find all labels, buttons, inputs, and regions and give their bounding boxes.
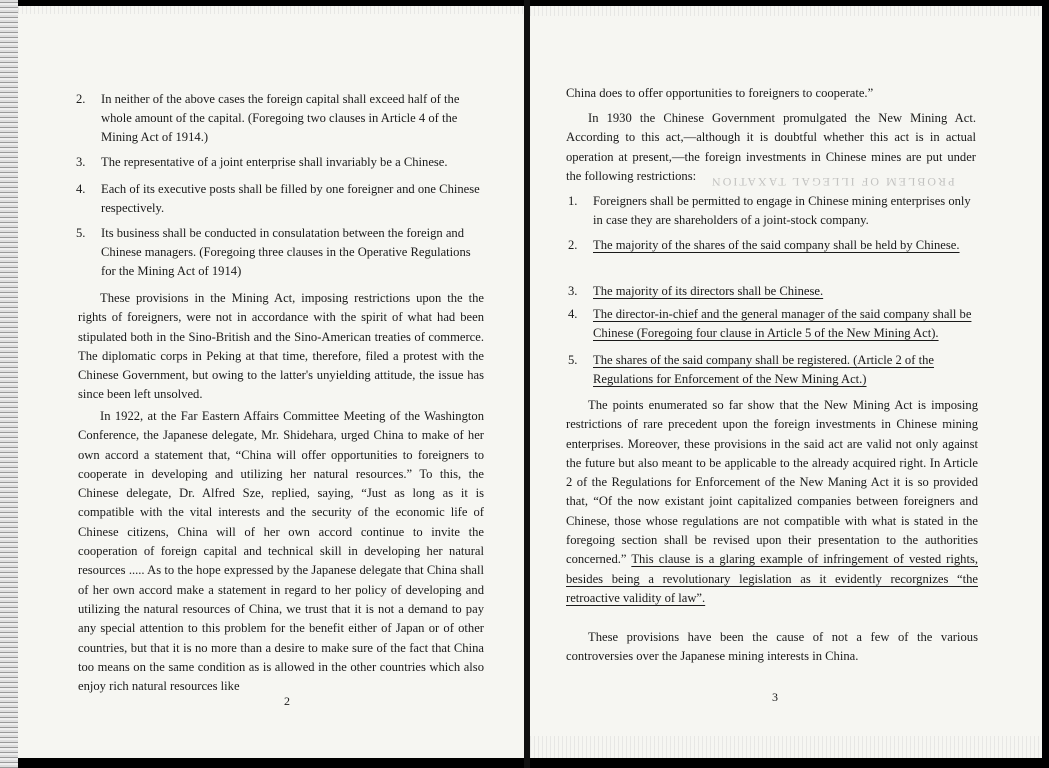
list-item xyxy=(76,180,486,218)
item-number: 3. xyxy=(568,284,578,298)
list-item xyxy=(568,282,980,301)
body-paragraph: These provisions in the Mining Act, imposing restrictions upon the the rights of foreigners, were not in accordance with the spirit of what had been stipulated both in the Sino-British and the Sino-American treaties of commerce. The diplomatic corps in Peking at that time, therefore, filed a protest with the Chinese Government, but owing to the latter's unyielding attitude, the issue has since been left unsolved. xyxy=(78,291,484,402)
item-number: 5. xyxy=(76,226,86,240)
page-number: 3 xyxy=(772,690,778,704)
scan-noise xyxy=(530,736,1042,758)
item-text: The shares of the said company shall be registered. (Article 2 of the Regulations for Enforcement of the New Mining Act.) xyxy=(593,353,934,386)
scan-noise xyxy=(18,6,526,14)
list-item xyxy=(76,90,486,147)
left-page xyxy=(18,6,526,758)
item-text: The director-in-chief and the general manager of the said company shall be Chinese (Foregoing four clause in Article 5 of the New Mining Act). xyxy=(593,307,972,340)
list-item xyxy=(568,305,980,343)
page-number: 2 xyxy=(284,694,290,708)
list-item xyxy=(76,153,486,172)
list-item xyxy=(568,351,980,389)
item-number: 4. xyxy=(568,307,578,321)
item-text: The representative of a joint enterprise shall invariably be a Chinese. xyxy=(101,155,448,169)
list-item xyxy=(76,224,486,281)
underlined-statement: This clause is a glaring example of infringement of vested rights, besides being a revolutionary legislation as it evidently recorgnizes “the retroactive validity of law”. xyxy=(566,552,978,605)
intro-paragraph: In 1930 the Chinese Government promulgated the New Mining Act. According to this act,—although it is doubtful whether this act is in actual operation at present,—the foreign investments in Chinese mines are put under the following restrictions: xyxy=(566,111,976,183)
item-text: The majority of the shares of the said company shall be held by Chinese. xyxy=(593,238,960,252)
item-number: 2. xyxy=(76,92,86,106)
item-number: 2. xyxy=(568,238,578,252)
list-item xyxy=(568,192,980,230)
scan-edge xyxy=(0,0,18,768)
item-text: In neither of the above cases the foreign capital shall exceed half of the whole amount of the capital. (Foregoing two clauses in Article 4 of the Mining Act of 1914.) xyxy=(101,92,460,144)
item-text: Its business shall be conducted in consulatation between the foreign and Chinese managers. (Foregoing three clauses in the Operative Regulations for the Mining Act of 1914) xyxy=(101,226,471,278)
body-paragraph: In 1922, at the Far Eastern Affairs Committee Meeting of the Washington Conference, the Japanese delegate, Mr. Shidehara, urged China to make of her own accord a statement that, “China will offer opportunities to foreigners to cooperate in developing and utilizing her natural resources.” To this, the Chinese delegate, Dr. Alfred Sze, replied, saying, “Just as long as it is compatible with the vital interests and the security of the economic life of Chinese citizens, China will of her own accord continue to invite the cooperation of foreign capital and technical skill in developing her natural resources ..... As to the hope expressed by the Japanese delegate that China shall of her own accord make a statement in regard to her policy of developing and utilizing the natural resources of China, we trust that it is not a demand to pay any special attention to this problem for the benefit either of Japan or of other countries, but that it is no more than a desire to make sure of the fact that China too means on the same condition as is allowed in the other countries which also enjoy rich natural resources like xyxy=(78,409,484,694)
item-number: 5. xyxy=(568,353,578,367)
item-text: Each of its executive posts shall be filled by one foreigner and one Chinese respectively. xyxy=(101,182,480,215)
item-text: Foreigners shall be permitted to engage in Chinese mining enterprises only in case they are shareholders of a joint-stock company. xyxy=(593,194,971,227)
opening-line: China does to offer opportunities to foreigners to cooperate.” xyxy=(566,86,874,100)
closing-paragraph: These provisions have been the cause of not a few of the various controversies over the Japanese mining interests in China. xyxy=(566,630,978,664)
item-number: 4. xyxy=(76,182,86,196)
bleed-through-heading: PROBLEM OF ILLEGAL TAXATION xyxy=(710,175,955,189)
item-number: 1. xyxy=(568,194,578,208)
analysis-text: The points enumerated so far show that the New Mining Act is imposing restrictions of rare precedent upon the foreign investments in Chinese mining enterprises. Moreover, these provisions in the said act are valid not only against the future but also meant to be applicable to the already acquired right. In Article 2 of the Regulations for Enforcement of the New Maning Act it is so provided that, “Of the now existant joint capitalized companies between foreigners and Chinese, those whose regulations are not compatible with what is stated in the foregoing section shall be revised upon their presentation to the authorities concerned.” xyxy=(566,398,978,567)
list-item xyxy=(568,236,980,255)
right-page xyxy=(530,6,1042,758)
analysis-paragraph xyxy=(566,396,978,608)
scan-noise xyxy=(530,6,1042,16)
item-text: The majority of its directors shall be Chinese. xyxy=(593,284,824,298)
item-number: 3. xyxy=(76,155,86,169)
